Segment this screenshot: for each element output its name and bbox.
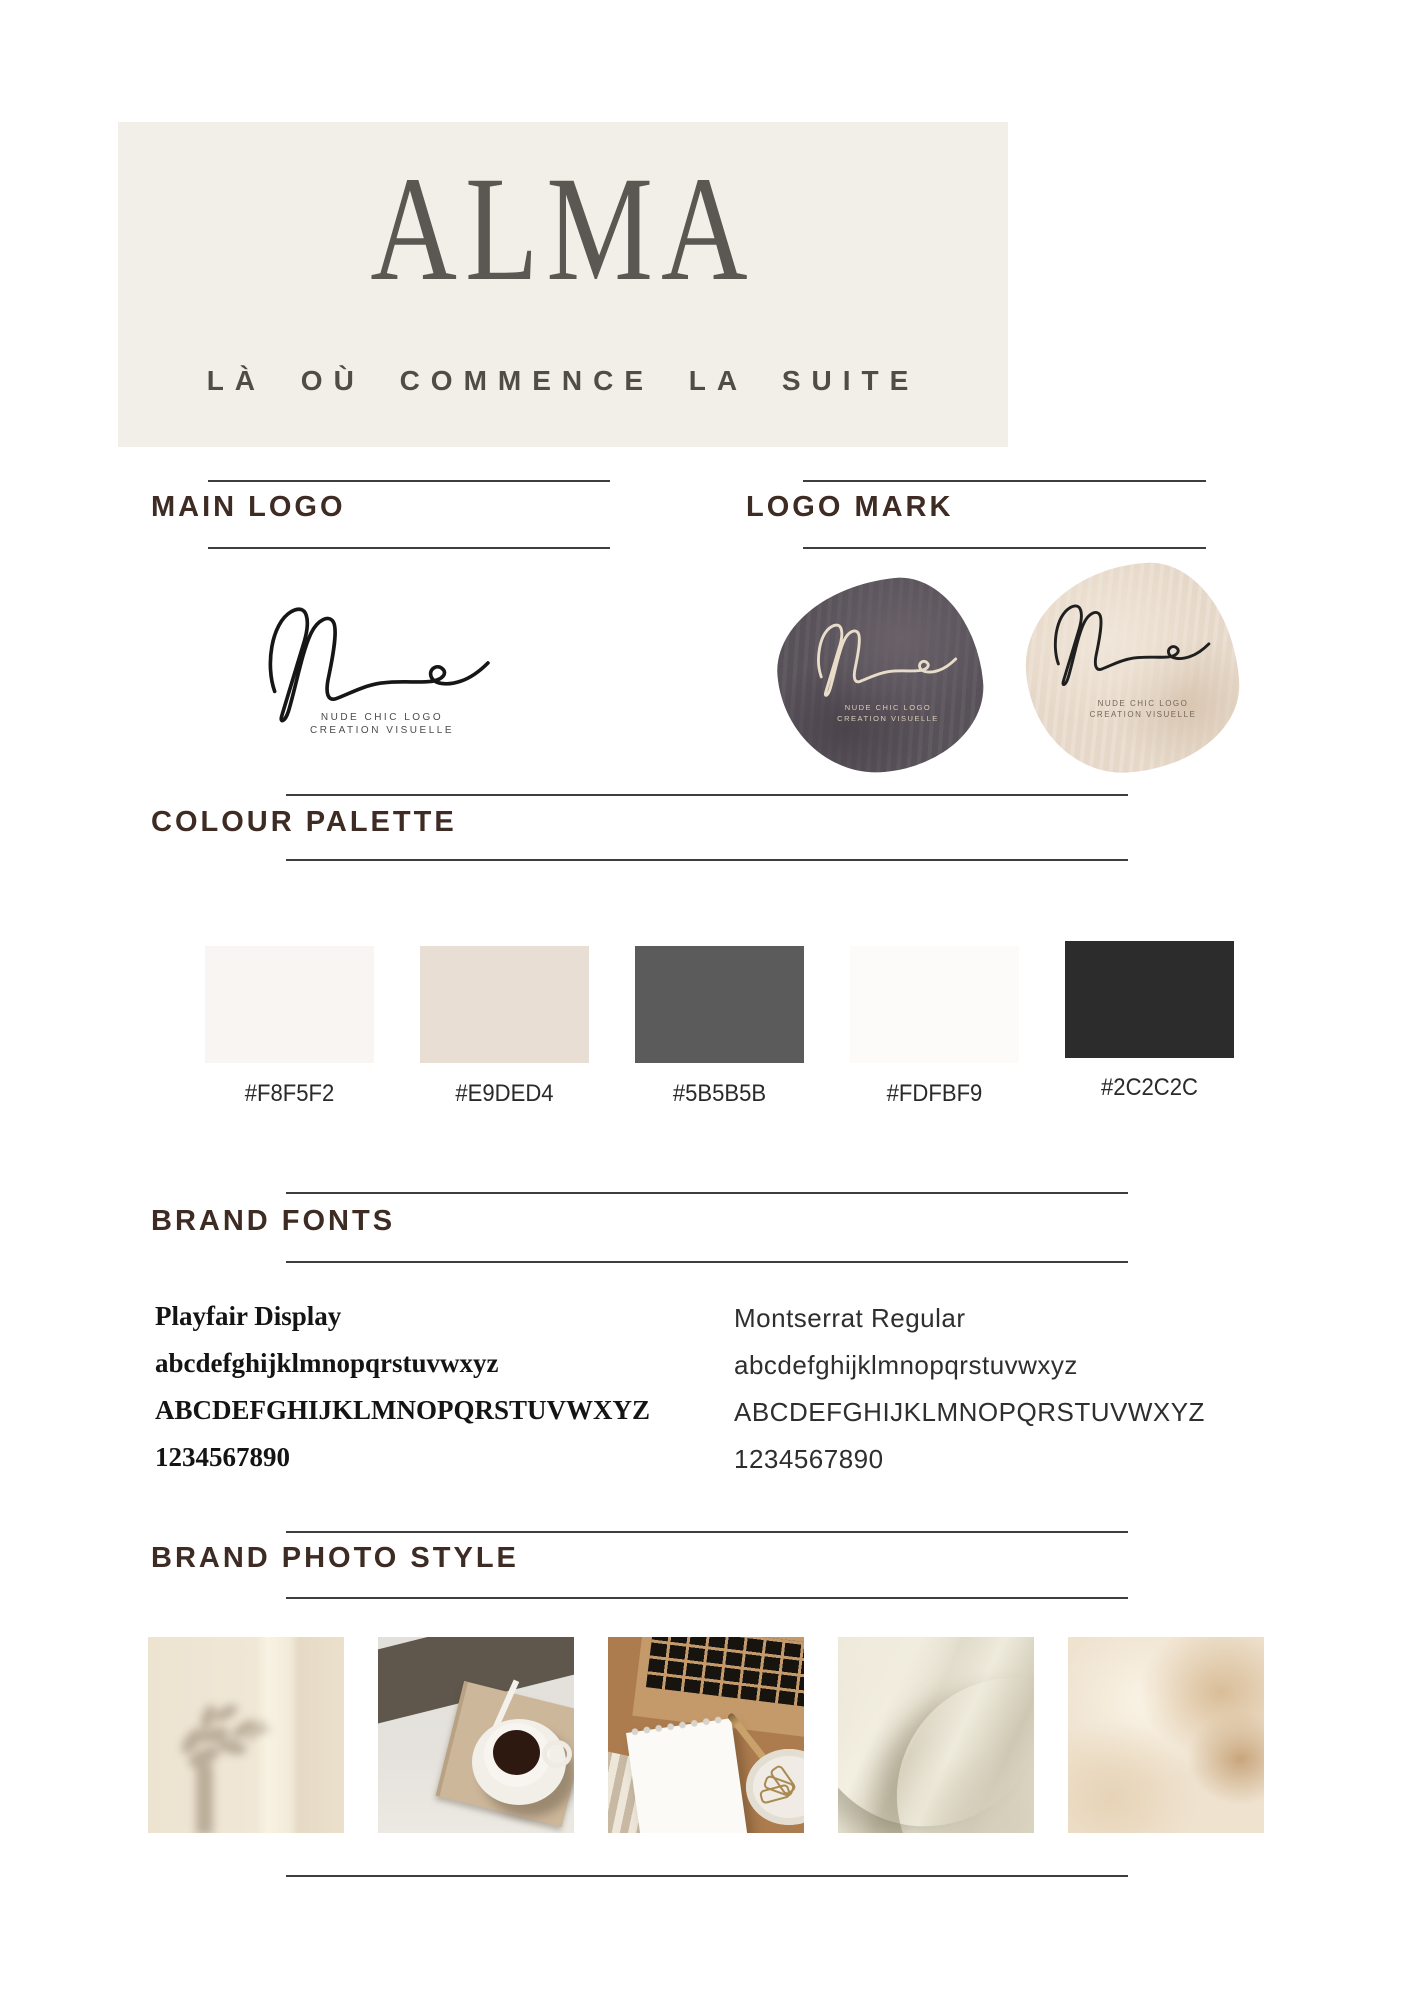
- caption-line1: NUDE CHIC LOGO: [1097, 699, 1189, 708]
- font-sample-sans-name: Montserrat Regular: [734, 1303, 966, 1333]
- rule-palette-top: [286, 794, 1128, 796]
- caption-line2: CREATION VISUELLE: [1089, 710, 1197, 719]
- caption-line2: CREATION VISUELLE: [837, 714, 939, 723]
- rule-logo-mark-bottom: [803, 547, 1206, 549]
- logo-mark-light-signature-icon: [1048, 598, 1216, 688]
- colour-swatch-label-2: #E9DED4: [455, 1080, 554, 1107]
- font-sample-serif: [155, 1296, 650, 1484]
- main-logo-caption-line2: CREATION VISUELLE: [309, 725, 454, 736]
- photo-desk-notepad-laptop: [608, 1637, 804, 1833]
- font-sample-serif-uppercase: ABCDEFGHIJKLMNOPQRSTUVWXYZ: [155, 1395, 651, 1425]
- rule-page-bottom: [286, 1875, 1128, 1877]
- rule-main-logo-bottom: [208, 547, 610, 549]
- spiral-notepad: [626, 1718, 748, 1833]
- laptop-keyboard: [646, 1637, 804, 1707]
- brand-tagline: LÀ OÙ COMMENCE LA SUITE: [206, 365, 920, 396]
- colour-swatch-1: [205, 946, 374, 1063]
- rule-palette-bottom: [286, 859, 1128, 861]
- section-title-logo-mark: LOGO MARK: [746, 491, 954, 523]
- coffee: [493, 1730, 540, 1775]
- section-title-brand-fonts: BRAND FONTS: [151, 1205, 396, 1237]
- font-sample-serif-name: Playfair Display: [155, 1301, 342, 1331]
- photo-plant-shadow-wall: [148, 1637, 344, 1833]
- colour-swatch-2: [420, 946, 589, 1063]
- colour-swatch-label-4: #FDFBF9: [886, 1080, 983, 1107]
- rule-fonts-top: [286, 1192, 1128, 1194]
- font-sample-sans-lowercase: abcdefghijklmnopqrstuvwxyz: [734, 1350, 1078, 1380]
- rule-logo-mark-top: [803, 480, 1206, 482]
- photo-watercolor-texture: [1068, 1637, 1264, 1833]
- rule-photos-bottom: [286, 1597, 1128, 1599]
- main-logo-signature-icon: [260, 598, 498, 726]
- section-title-main-logo: MAIN LOGO: [151, 491, 346, 523]
- section-title-colour-palette: COLOUR PALETTE: [151, 806, 457, 838]
- cup-handle: [542, 1740, 572, 1768]
- colour-swatch-label-1: #F8F5F2: [244, 1080, 335, 1107]
- colour-swatch-4: [850, 946, 1019, 1063]
- font-sample-sans: [734, 1298, 1205, 1486]
- logo-mark-dark-signature-icon: [812, 618, 962, 699]
- font-sample-sans-uppercase: ABCDEFGHIJKLMNOPQRSTUVWXYZ: [734, 1397, 1205, 1427]
- main-logo-caption-line1: NUDE CHIC LOGO: [320, 712, 444, 723]
- rule-main-logo-top: [208, 480, 610, 482]
- brand-name: ALMA: [370, 146, 756, 312]
- plant-shadow-icon: [148, 1637, 344, 1833]
- font-sample-serif-lowercase: abcdefghijklmnopqrstuvwxyz: [155, 1348, 499, 1378]
- colour-swatch-3: [635, 946, 804, 1063]
- colour-swatch-5: [1065, 941, 1234, 1058]
- logo-mark-light-caption: [1083, 698, 1203, 720]
- paperclip-dish: [746, 1749, 804, 1825]
- colour-swatch-label-3: #5B5B5B: [672, 1080, 767, 1107]
- photo-coffee-cup-book: [378, 1637, 574, 1833]
- header-band: [118, 122, 1008, 447]
- logo-mark-dark-caption: [828, 702, 948, 724]
- section-title-brand-photo-style: BRAND PHOTO STYLE: [151, 1542, 519, 1574]
- font-sample-sans-digits: 1234567890: [734, 1444, 884, 1474]
- font-sample-serif-digits: 1234567890: [155, 1442, 290, 1472]
- photo-silk-fabric: [838, 1637, 1034, 1833]
- rule-photos-top: [286, 1531, 1128, 1533]
- main-logo-caption: [302, 711, 462, 737]
- caption-line1: NUDE CHIC LOGO: [844, 703, 932, 712]
- rule-fonts-bottom: [286, 1261, 1128, 1263]
- colour-swatch-label-5: #2C2C2C: [1101, 1074, 1198, 1101]
